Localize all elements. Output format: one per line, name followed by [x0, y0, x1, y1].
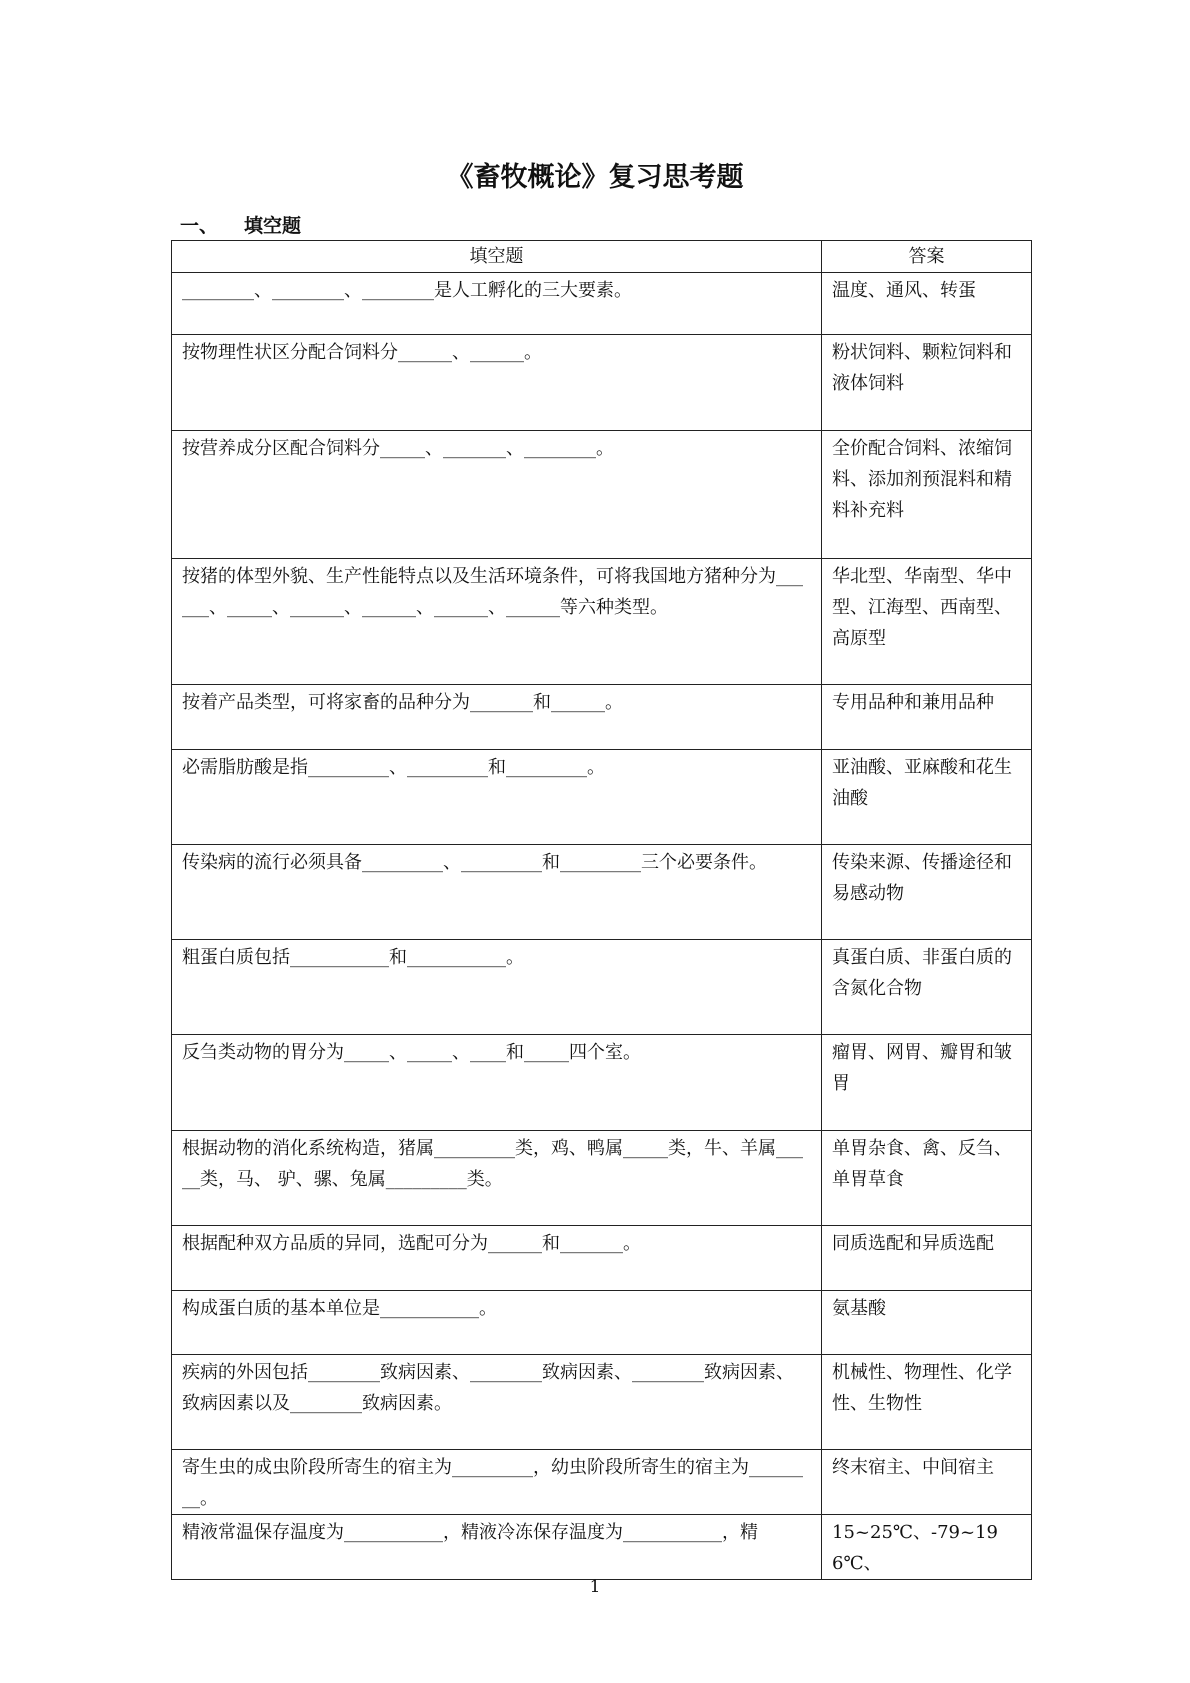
table-row [172, 940, 1032, 1035]
fill-in-table [171, 240, 1032, 1580]
section-number: 一、 [180, 215, 219, 237]
question-cell: 疾病的外因包括________致病因素、________致病因素、________致病因素、致病因素以及________致病因素。 [172, 1355, 822, 1450]
header-answer: 答案 [822, 241, 1032, 273]
table-row [172, 750, 1032, 845]
table-row [172, 431, 1032, 559]
table-row [172, 1291, 1032, 1355]
question-cell: 寄生虫的成虫阶段所寄生的宿主为_________，幼虫阶段所寄生的宿主为________。 [172, 1450, 822, 1515]
table-row [172, 1226, 1032, 1291]
header-question: 填空题 [172, 241, 822, 273]
table-row [172, 685, 1032, 750]
answer-cell: 亚油酸、亚麻酸和花生油酸 [822, 750, 1032, 845]
section-label: 填空题 [244, 215, 302, 237]
answer-cell: 机械性、物理性、化学性、生物性 [822, 1355, 1032, 1450]
question-cell: ________、________、________是人工孵化的三大要素。 [172, 273, 822, 335]
answer-cell: 真蛋白质、非蛋白质的含氮化合物 [822, 940, 1032, 1035]
table-row [172, 1515, 1032, 1580]
question-cell: 根据配种双方品质的异同，选配可分为______和_______。 [172, 1226, 822, 1291]
question-cell: 按营养成分区配合饲料分_____、_______、________。 [172, 431, 822, 559]
table-row [172, 845, 1032, 940]
question-cell: 传染病的流行必须具备_________、_________和_________三个必要条件。 [172, 845, 822, 940]
answer-cell: 华北型、华南型、华中型、江海型、西南型、高原型 [822, 559, 1032, 685]
answer-cell: 瘤胃、网胃、瓣胃和皱胃 [822, 1035, 1032, 1131]
table-row [172, 273, 1032, 335]
table-row [172, 1035, 1032, 1131]
table-row [172, 1131, 1032, 1226]
answer-cell: 全价配合饲料、浓缩饲料、添加剂预混料和精料补充料 [822, 431, 1032, 559]
table-row [172, 559, 1032, 685]
answer-cell: 温度、通风、转蛋 [822, 273, 1032, 335]
question-cell: 粗蛋白质包括___________和___________。 [172, 940, 822, 1035]
question-cell: 反刍类动物的胃分为_____、_____、____和_____四个室。 [172, 1035, 822, 1131]
question-cell: 按着产品类型，可将家畜的品种分为_______和______。 [172, 685, 822, 750]
table-row [172, 335, 1032, 431]
page-number: 1 [589, 1577, 601, 1597]
question-cell: 按物理性状区分配合饲料分______、______。 [172, 335, 822, 431]
question-cell: 精液常温保存温度为___________，精液冷冻保存温度为___________，精 [172, 1515, 822, 1580]
answer-cell: 粉状饲料、颗粒饲料和液体饲料 [822, 335, 1032, 431]
question-cell: 必需脂肪酸是指_________、_________和_________。 [172, 750, 822, 845]
answer-cell: 终末宿主、中间宿主 [822, 1450, 1032, 1515]
table-header-row [172, 241, 1032, 273]
question-cell: 构成蛋白质的基本单位是___________。 [172, 1291, 822, 1355]
question-cell: 根据动物的消化系统构造，猪属_________类，鸡、鸭属_____类，牛、羊属_____类，马、 驴、骡、兔属_________类。 [172, 1131, 822, 1226]
answer-cell: 专用品种和兼用品种 [822, 685, 1032, 750]
section-heading [180, 211, 301, 238]
table-row [172, 1355, 1032, 1450]
answer-cell: 传染来源、传播途径和易感动物 [822, 845, 1032, 940]
answer-cell: 氨基酸 [822, 1291, 1032, 1355]
answer-cell: 同质选配和异质选配 [822, 1226, 1032, 1291]
question-cell: 按猪的体型外貌、生产性能特点以及生活环境条件，可将我国地方猪种分为______、_____、______、______、______、______等六种类型。 [172, 559, 822, 685]
table-row [172, 1450, 1032, 1515]
answer-cell: 15~25℃、-79~196℃、 [822, 1515, 1032, 1580]
document-title: 《畜牧概论》复习思考题 [446, 162, 744, 193]
answer-cell: 单胃杂食、禽、反刍、单胃草食 [822, 1131, 1032, 1226]
